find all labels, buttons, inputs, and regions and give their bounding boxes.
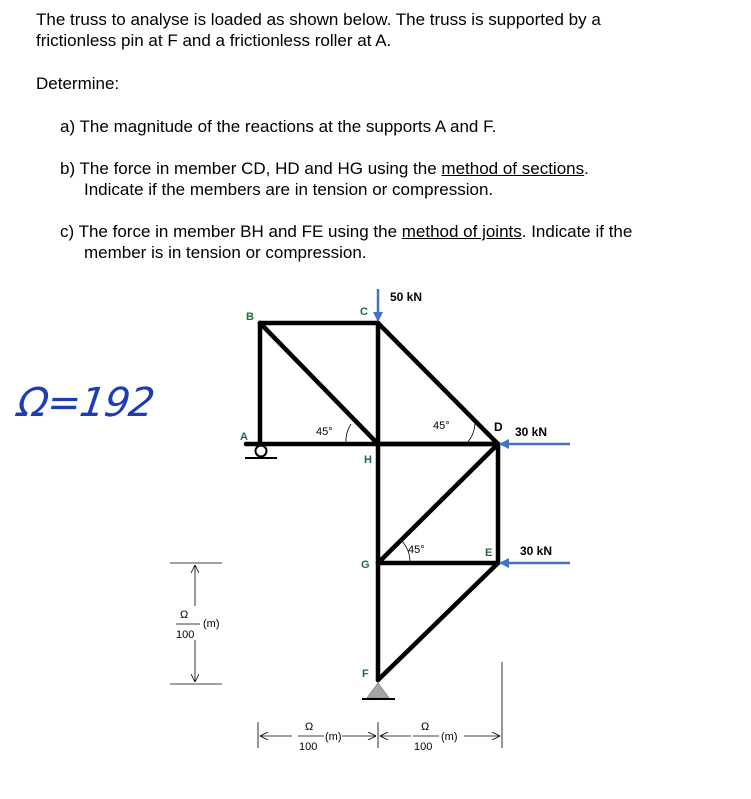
member-dg: [378, 444, 498, 563]
vertical-dim-unit: (m): [203, 618, 220, 630]
load-label-d: 30 kN: [515, 425, 548, 439]
angle-label-ge: 45°: [408, 544, 425, 556]
node-label-f: F: [362, 668, 369, 680]
intro-line-2: frictionless pin at F and a frictionless roller at A.: [36, 31, 392, 50]
determine-label: Determine:: [36, 74, 120, 93]
horizontal-right-dim-denominator: 100: [414, 741, 433, 753]
node-label-e: E: [485, 547, 493, 559]
question-c-text-end: . Indicate if the: [521, 222, 633, 241]
angle-arc-hd: [466, 421, 475, 444]
horizontal-right-dim-symbol: Ω: [421, 721, 430, 733]
node-label-d: D: [494, 420, 503, 434]
question-b-text-end: .: [584, 159, 589, 178]
angle-label-hd: 45°: [433, 420, 450, 432]
pin-support-f: [362, 683, 395, 699]
intro-line-1: The truss to analyse is loaded as shown below. The truss is supported by a: [36, 10, 601, 29]
question-b-line-2: Indicate if the members are in tension or compression.: [84, 180, 494, 199]
vertical-dim-denominator: 100: [176, 629, 195, 641]
horizontal-right-dim-unit: (m): [441, 731, 458, 743]
member-ef: [378, 563, 498, 680]
vertical-dim-symbol: Ω: [180, 609, 189, 621]
node-label-c: C: [360, 306, 368, 318]
node-label-b: B: [246, 311, 254, 323]
roller-support-a: [245, 446, 277, 459]
handwritten-omega-value: Ω=192: [14, 380, 157, 426]
method-of-sections-link: method of sections: [441, 159, 585, 178]
question-c-text-start: The force in member BH and FE using the: [78, 222, 402, 241]
question-a-text: The magnitude of the reactions at the supports A and F.: [79, 117, 497, 136]
horizontal-left-dim-unit: (m): [325, 731, 342, 743]
question-a-prefix: a): [60, 117, 76, 136]
angle-arc-ah: [346, 424, 351, 444]
horizontal-left-dim-symbol: Ω: [305, 721, 314, 733]
method-of-joints-link: method of joints: [401, 222, 522, 241]
node-label-a: A: [240, 431, 248, 443]
question-c-prefix: c): [60, 222, 75, 241]
angle-label-ah: 45°: [316, 426, 333, 438]
truss-members: [246, 323, 498, 680]
question-c-line-2: member is in tension or compression.: [84, 243, 367, 262]
horizontal-left-dim-denominator: 100: [299, 741, 318, 753]
load-label-e: 30 kN: [520, 544, 553, 558]
node-label-h: H: [364, 454, 372, 466]
node-label-g: G: [361, 559, 370, 571]
question-b-text-start: The force in member CD, HD and HG using the: [79, 159, 442, 178]
question-b-prefix: b): [60, 159, 76, 178]
load-label-c: 50 kN: [390, 290, 423, 304]
